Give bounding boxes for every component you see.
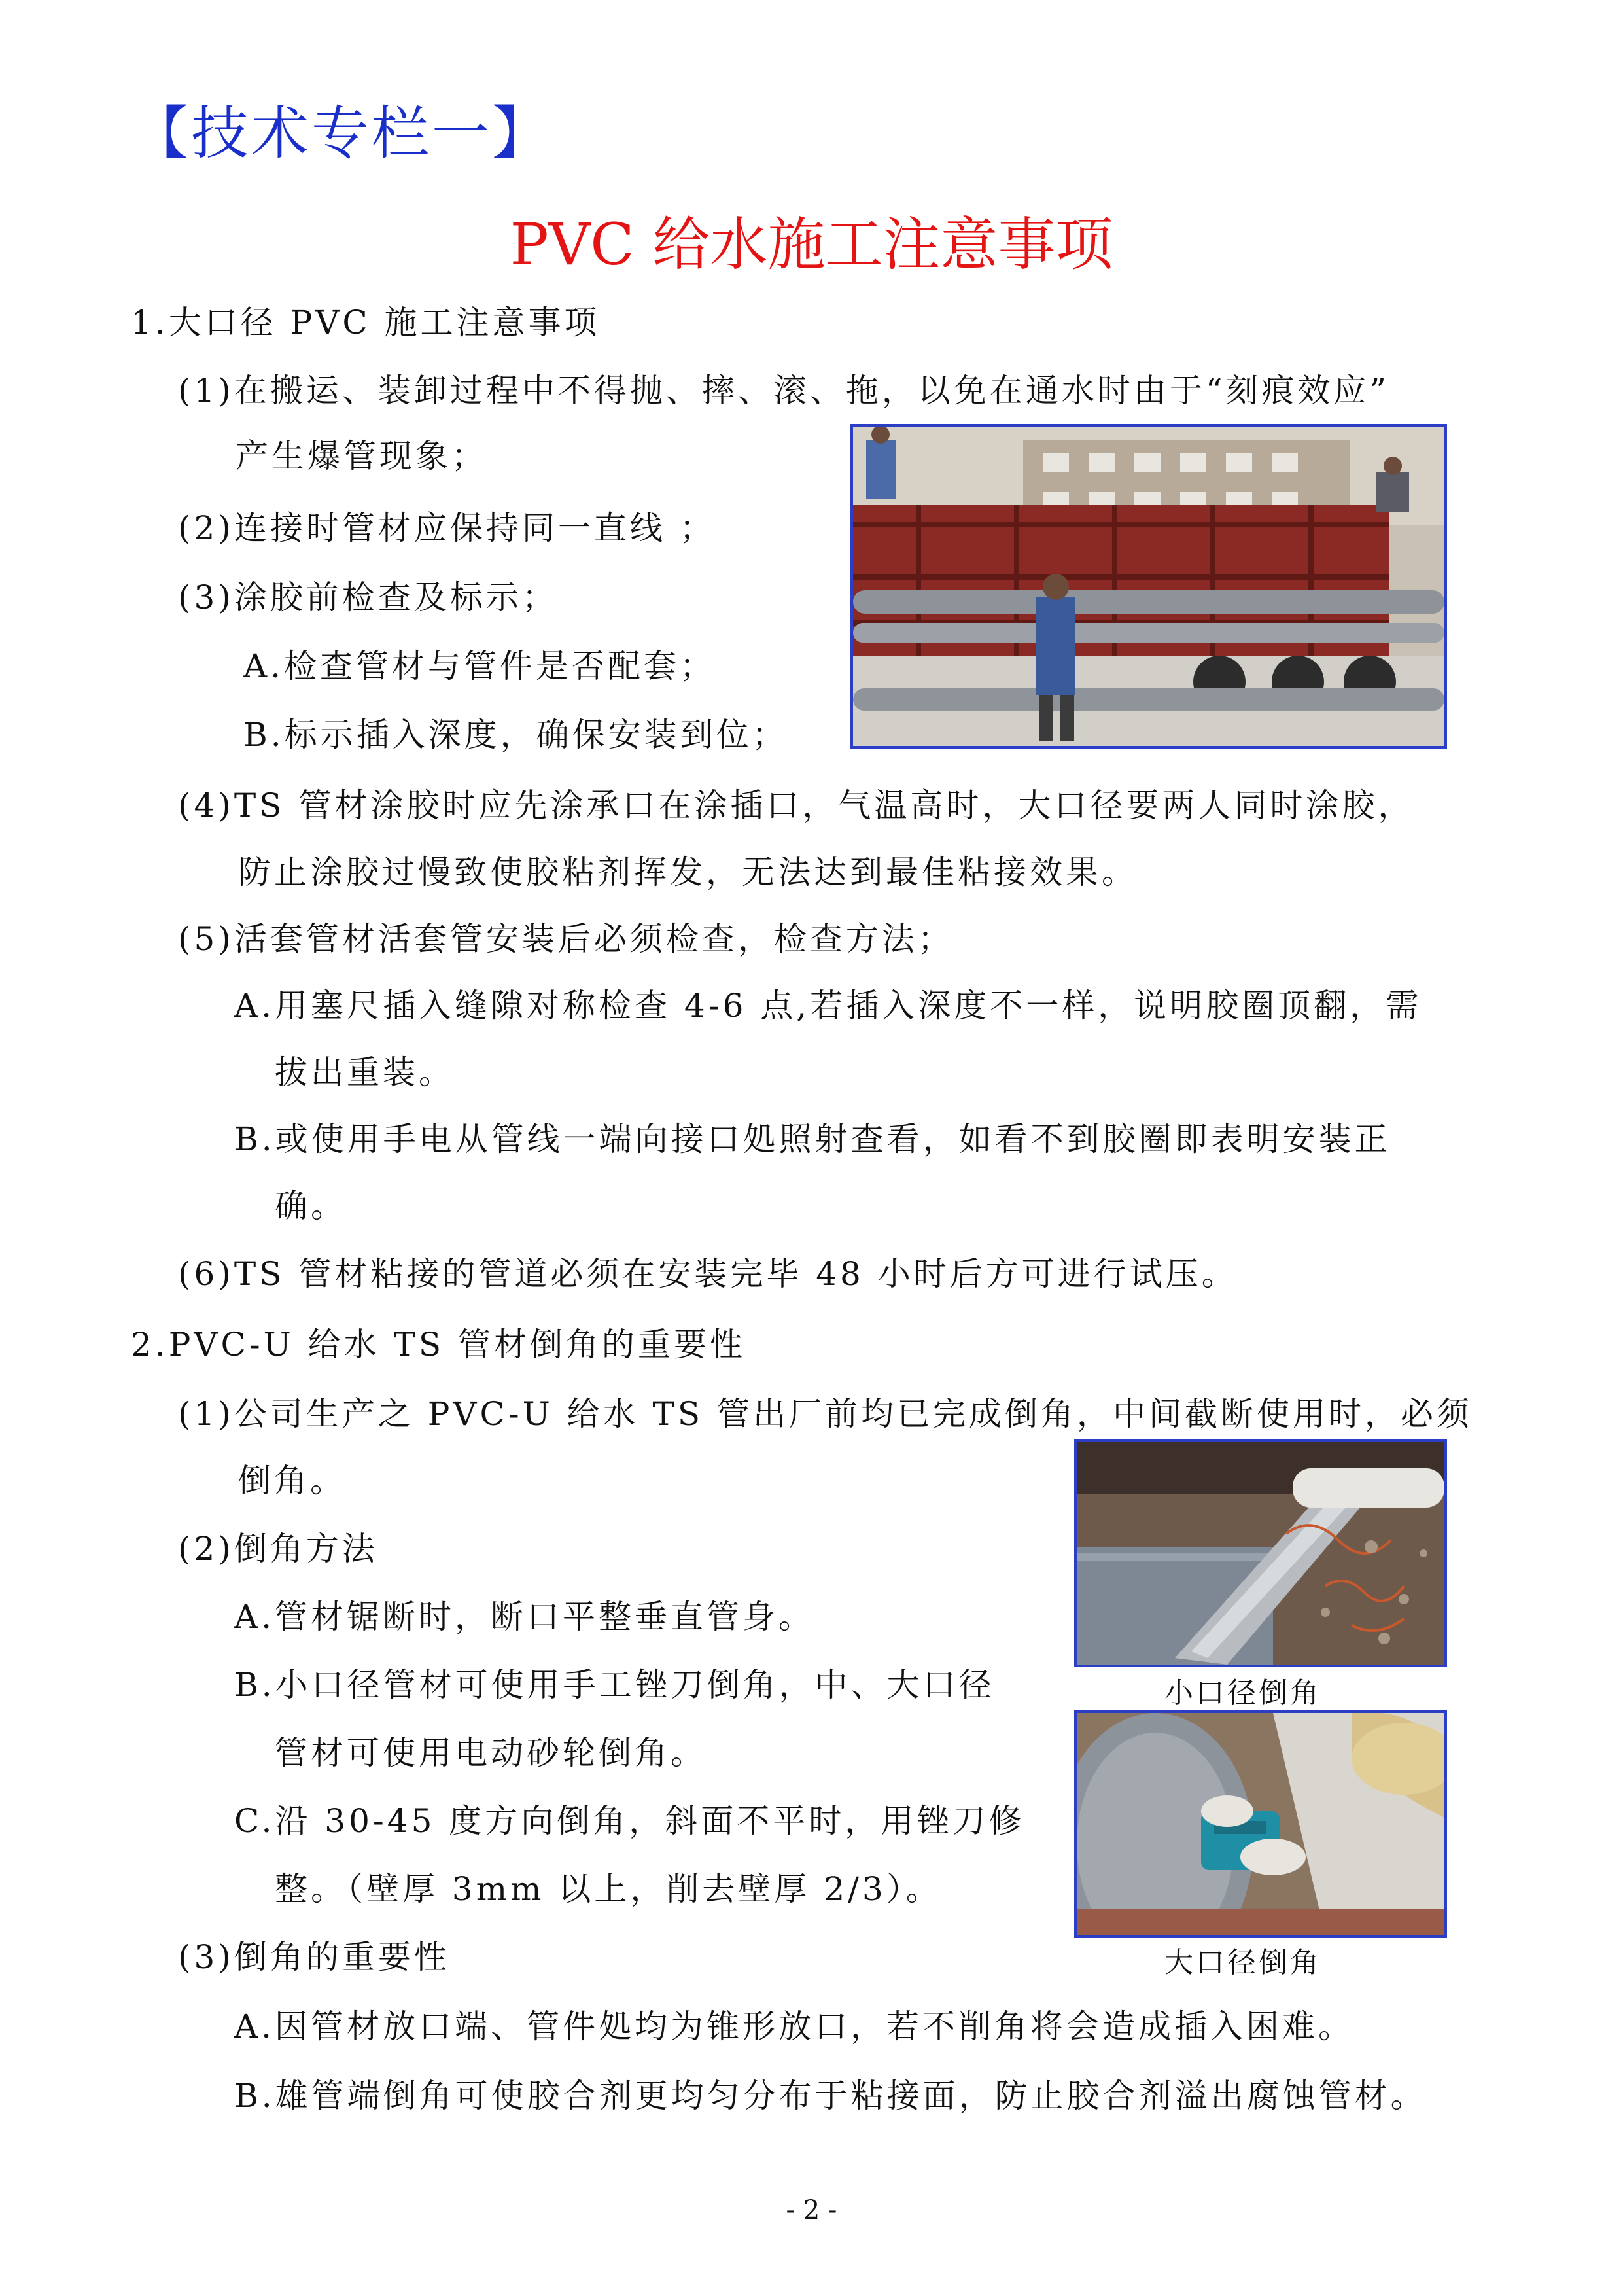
section-1-item-4-cont: 防止涂胶过慢致使胶粘剂挥发，无法达到最佳粘接效果。 xyxy=(238,853,1138,891)
section-1-item-5-b-cont: 确。 xyxy=(275,1187,347,1225)
section-2-item-2-c-cont: 整。（壁厚 3mm 以上，削去壁厚 2/3）。 xyxy=(275,1870,942,1908)
section-2-item-1-cont: 倒角。 xyxy=(238,1462,346,1500)
section-1-item-6: (6)TS 管材粘接的管道必须在安装完毕 48 小时后方可进行试压。 xyxy=(178,1255,1238,1293)
small-bevel-caption: 小口径倒角 xyxy=(1164,1676,1321,1710)
section-1-item-5-b: B.或使用手电从管线一端向接口処照射查看，如看不到胶圈即表明安装正 xyxy=(234,1120,1391,1158)
pipe-unloading-photo xyxy=(850,424,1447,749)
section-2-item-2-a: A.管材锯断时，断口平整垂直管身。 xyxy=(234,1598,815,1636)
page-number: - 2 - xyxy=(786,2195,837,2225)
section-2-item-2: (2)倒角方法 xyxy=(178,1530,378,1568)
section-2-item-2-b: B.小口径管材可使用手工锉刀倒角，中、大口径 xyxy=(234,1666,995,1704)
section-1-item-1-cont: 产生爆管现象； xyxy=(236,437,487,475)
section-1-heading: 1.大口径 PVC 施工注意事项 xyxy=(131,304,601,342)
section-1-item-2: (2)连接时管材应保持同一直线 ； xyxy=(178,509,716,547)
section-2-item-2-c: C.沿 30-45 度方向倒角，斜面不平时，用锉刀修 xyxy=(234,1802,1025,1840)
section-1-item-5: (5)活套管材活套管安装后必须检查，检查方法； xyxy=(178,920,954,958)
small-bevel-photo xyxy=(1074,1439,1447,1667)
section-2-heading: 2.PVC-U 给水 TS 管材倒角的重要性 xyxy=(131,1326,746,1364)
section-2-item-1: (1)公司生产之 PVC-U 给水 TS 管出厂前均已完成倒角，中间截断使用时，必须 xyxy=(178,1395,1473,1433)
column-title: 【技术专栏一】 xyxy=(131,99,553,167)
section-1-item-1: (1)在搬运、装卸过程中不得抛、摔、滚、拖，以免在通水时由于“刻痕效应” xyxy=(178,372,1389,410)
section-1-item-5-a: A.用塞尺插入缝隙对称检查 4-6 点,若插入深度不一样，说明胶圈顶翻，需 xyxy=(234,987,1422,1025)
section-2-item-3: (3)倒角的重要性 xyxy=(178,1938,450,1976)
section-1-item-3: (3)涂胶前检查及标示； xyxy=(178,578,558,616)
section-2-item-3-b: B.雄管端倒角可使胶合剂更均匀分布于粘接面，防止胶合剂溢出腐蚀管材。 xyxy=(234,2077,1427,2115)
section-1-item-4: (4)TS 管材涂胶时应先涂承口在涂插口，气温高时，大口径要两人同时涂胶， xyxy=(178,786,1414,824)
section-2-item-3-a: A.因管材放口端、管件処均为锥形放口，若不削角将会造成插入困难。 xyxy=(234,2007,1355,2045)
large-bevel-photo xyxy=(1074,1710,1447,1938)
section-2-item-2-b-cont: 管材可使用电动砂轮倒角。 xyxy=(275,1734,707,1772)
large-bevel-caption: 大口径倒角 xyxy=(1164,1946,1321,1979)
section-1-item-3-b: B.标示插入深度，确保安装到位； xyxy=(243,716,788,754)
document-title: PVC 给水施工注意事项 xyxy=(510,211,1113,278)
section-1-item-5-a-cont: 拔出重装。 xyxy=(275,1053,455,1091)
section-1-item-3-a: A.检查管材与管件是否配套； xyxy=(243,647,716,685)
